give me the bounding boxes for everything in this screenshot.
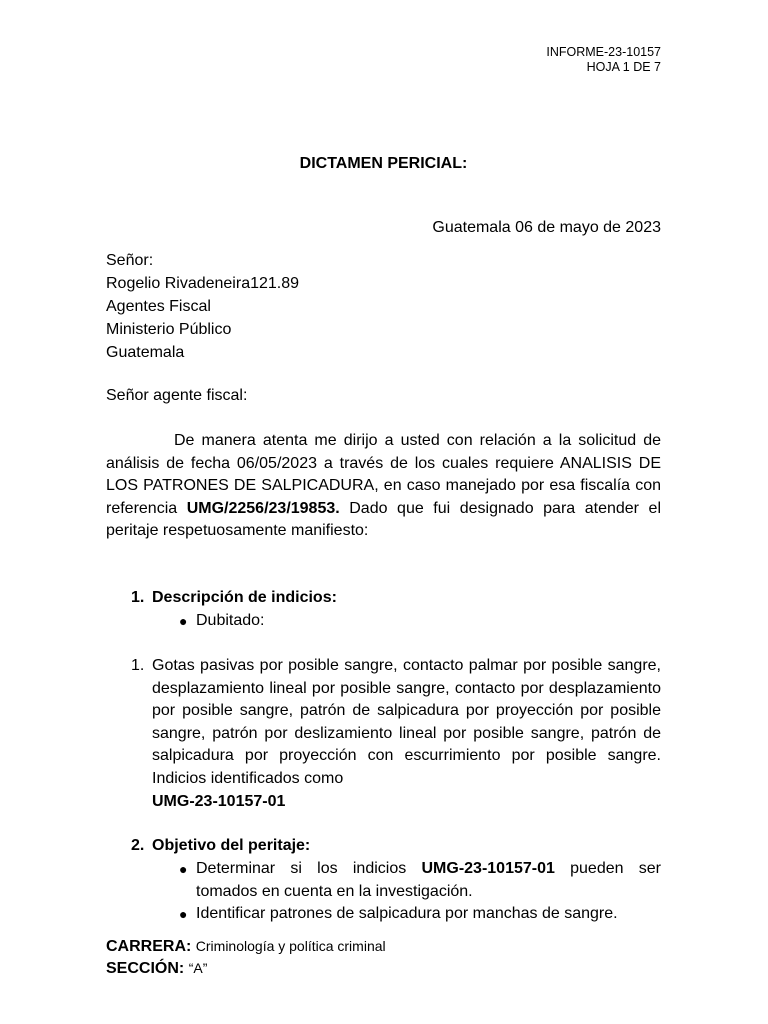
evidence-code: UMG-23-10157-01	[421, 860, 555, 877]
section-value: “A”	[188, 960, 208, 976]
bullet-text: Dubitado:	[196, 612, 265, 629]
recipient-line: Agentes Fiscal	[106, 298, 211, 315]
recipient-line: Señor:	[106, 252, 154, 269]
document-title: DICTAMEN PERICIAL:	[299, 155, 468, 172]
bullet-icon: ●	[179, 906, 188, 922]
section-number: 2.	[131, 837, 145, 854]
evidence-list	[131, 655, 661, 813]
bullet-icon: ●	[179, 613, 188, 629]
section-label: SECCIÓN:	[106, 960, 185, 977]
report-header	[546, 45, 661, 75]
recipient-line: Guatemala	[106, 344, 185, 361]
case-reference: UMG/2256/23/19853.	[186, 499, 340, 517]
section-line	[106, 957, 386, 979]
section-heading-objective	[131, 835, 310, 858]
item-number: 1.	[131, 657, 145, 674]
bullet-icon: ●	[179, 861, 188, 877]
bullet-text-end: pueden ser tomados en cuenta en la investigación.	[196, 860, 661, 900]
intro-text: De manera atenta me dirijo a usted con relación a la solicitud de análisis de fecha 06/05/2023 a través de los cuales requiere ANALISIS DE LOS PATRONES DE SALPICADURA, en caso manejado por esa fiscalía con referencia	[106, 432, 661, 517]
list-item	[174, 903, 661, 926]
section-title: Descripción de indicios:	[152, 589, 337, 606]
intro-text-end: Dado que fui designado para atender el peritaje respetuosamente manifiesto:	[106, 499, 662, 540]
list-item	[174, 858, 661, 903]
career-line	[106, 935, 386, 957]
list-item	[174, 610, 265, 633]
evidence-text: Gotas pasivas por posible sangre, contacto palmar por posible sangre, desplazamiento lineal por posible sangre, contacto por desplazamiento por posible sangre, patrón de salpicadura por proyección por posible sangre, patrón por deslizamiento lineal por posible sangre, patrón de salpicadura por proyección con escurrimiento por posible sangre. Indicios identificados como	[152, 657, 661, 787]
salutation: Señor agente fiscal:	[106, 387, 248, 404]
intro-paragraph	[106, 430, 661, 543]
evidence-code: UMG-23-10157-01	[152, 792, 286, 810]
document-footer	[106, 935, 386, 979]
recipient-line: Rogelio Rivadeneira121.89	[106, 275, 300, 292]
evidence-description	[152, 655, 661, 813]
objective-list	[174, 858, 661, 926]
recipient-block	[106, 250, 299, 365]
career-value: Criminología y política criminal	[195, 938, 386, 954]
bullet-text: Identificar patrones de salpicadura por manchas de sangre.	[196, 905, 618, 922]
section-number: 1.	[131, 589, 145, 606]
page-indicator: HOJA 1 DE 7	[586, 60, 661, 74]
section-heading-evidence	[131, 587, 337, 610]
bullet-text: Determinar si los indicios	[196, 860, 422, 877]
career-label: CARRERA:	[106, 938, 192, 955]
document-date: Guatemala 06 de mayo de 2023	[432, 219, 661, 236]
report-id: INFORME-23-10157	[546, 45, 661, 59]
recipient-line: Ministerio Público	[106, 321, 232, 338]
section-title: Objetivo del peritaje:	[152, 837, 311, 854]
